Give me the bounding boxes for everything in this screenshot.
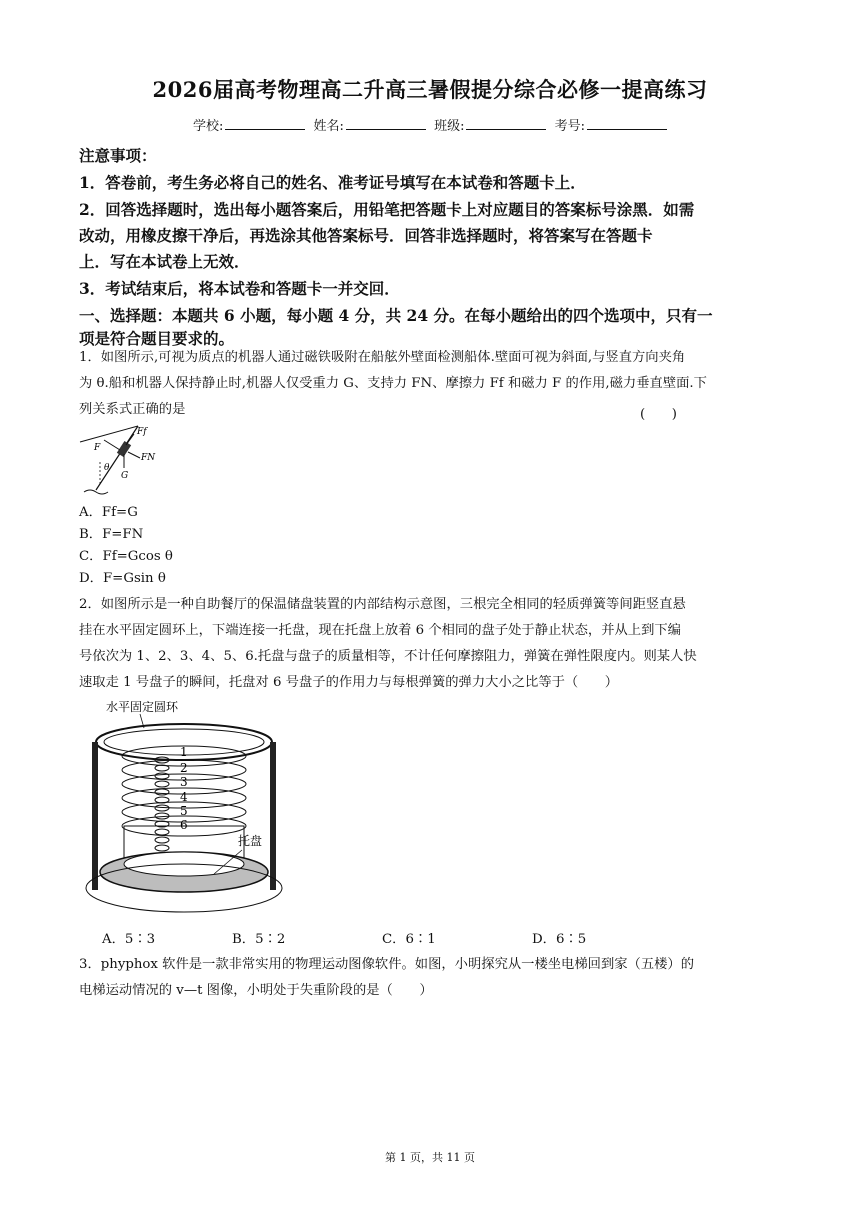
q2-left-spring — [92, 742, 98, 890]
page-title: 2026届高考物理高二升高三暑假提分综合必修一提高练习 — [152, 77, 708, 102]
q1-fn-label: FN — [141, 453, 156, 463]
q2-plate-number-4: 4 — [180, 790, 188, 804]
q1-ff-label: Ff — [137, 427, 147, 437]
q2-plate-number-6: 6 — [180, 818, 188, 832]
class-label: 班级: — [434, 119, 465, 134]
q3-line2: 电梯运动情况的 v—t 图像，小明处于失重阶段的是（ ） — [79, 983, 433, 998]
q2-option-d[interactable]: D．6∶5 — [532, 932, 587, 947]
notice-item-2-line1: 2．回答选择题时，选出每小题答案后，用铅笔把答题卡上对应题目的答案标号涂黑．如需 — [79, 200, 695, 219]
notice-item-2-line2: 改动，用橡皮擦干净后，再选涂其他答案标号．回答非选择题时，将答案写在答题卡 — [79, 226, 653, 245]
q1-line1: 1．如图所示,可视为质点的机器人通过磁铁吸附在船舷外壁面检测船体.壁面可视为斜面,与竖直方向夹角 — [79, 350, 686, 365]
school-label: 学校: — [193, 119, 224, 134]
student-info-line — [0, 115, 860, 134]
q3-line1: 3．phyphox 软件是一款非常实用的物理运动图像软件。如图，小明探究从一楼坐电梯回到家（五楼）的 — [79, 957, 695, 972]
exam-no-blank[interactable] — [587, 117, 667, 130]
q1-f-label: F — [94, 443, 101, 453]
class-blank[interactable] — [466, 117, 546, 130]
q2-option-b[interactable]: B．5∶2 — [232, 932, 286, 947]
q1-option-c[interactable]: C．Ff=Gcos θ — [79, 549, 173, 564]
q2-option-a[interactable]: A．5∶3 — [102, 932, 156, 947]
notice-item-3: 3．考试结束后，将本试卷和答题卡一并交回． — [79, 279, 400, 298]
section1-line2: 项是符合题目要求的。 — [79, 329, 235, 348]
page-footer: 第 1 页，共 11 页 — [385, 1151, 475, 1164]
q1-line3: 列关系式正确的是 — [79, 402, 186, 417]
q2-line3: 号依次为 1、2、3、4、5、6.托盘与盘子的质量相等，不计任何摩擦阻力，弹簧在弹性限度内。则某人快 — [79, 649, 697, 664]
q1-answer-paren: ( ) — [640, 407, 677, 422]
q2-plate-number-3: 3 — [180, 775, 188, 789]
q1-option-b[interactable]: B．F=FN — [79, 527, 144, 542]
notice-item-1: 1．答卷前，考生务必将自己的姓名、准考证号填写在本试卷和答题卡上． — [79, 173, 586, 192]
school-blank[interactable] — [225, 117, 305, 130]
q2-right-spring — [270, 742, 276, 890]
q1-option-d[interactable]: D．F=Gsin θ — [79, 571, 166, 586]
q1-option-a[interactable]: A．Ff=G — [79, 505, 138, 520]
q1-g-label: G — [121, 471, 129, 481]
notice-heading: 注意事项： — [79, 146, 157, 165]
q1-theta-label: θ — [104, 463, 110, 473]
q2-plate-number-5: 5 — [180, 804, 188, 818]
q2-ring-label: 水平固定圆环 — [106, 700, 179, 714]
q1-fn-arrow — [128, 452, 140, 458]
q2-line4: 速取走 1 号盘子的瞬间，托盘对 6 号盘子的作用力与每根弹簧的弹力大小之比等于（ ） — [79, 675, 619, 690]
q2-plate-number-2: 2 — [180, 761, 188, 775]
q2-line1: 2．如图所示是一种自助餐厅的保温储盘装置的内部结构示意图，三根完全相同的轻质弹簧等间距竖直悬 — [79, 597, 686, 612]
q1-figure — [78, 422, 178, 500]
name-label: 姓名: — [313, 119, 344, 134]
q2-plate-number-1: 1 — [180, 745, 188, 759]
q1-f-arrow — [104, 440, 120, 450]
section1-line1: 一、选择题：本题共 6 小题，每小题 4 分，共 24 分。在每小题给出的四个选项中，只有一 — [79, 306, 713, 325]
name-blank[interactable] — [346, 117, 426, 130]
notice-item-2-line3: 上．写在本试卷上无效． — [79, 252, 250, 271]
q1-ff-arrow — [126, 434, 134, 445]
q2-tray-label: 托盘 — [238, 834, 263, 848]
q2-line2: 挂在水平固定圆环上，下端连接一托盘，现在托盘上放着 6 个相同的盘子处于静止状态，并从上到下编 — [79, 623, 681, 638]
q2-figure — [84, 698, 284, 920]
q1-line2: 为 θ.船和机器人保持静止时,机器人仅受重力 G、支持力 FN、摩擦力 Ff 和磁力 F 的作用,磁力垂直壁面.下 — [79, 376, 707, 391]
q1-water-line — [84, 490, 108, 494]
q2-option-c[interactable]: C．6∶1 — [382, 932, 436, 947]
exam-no-label: 考号: — [554, 119, 585, 134]
